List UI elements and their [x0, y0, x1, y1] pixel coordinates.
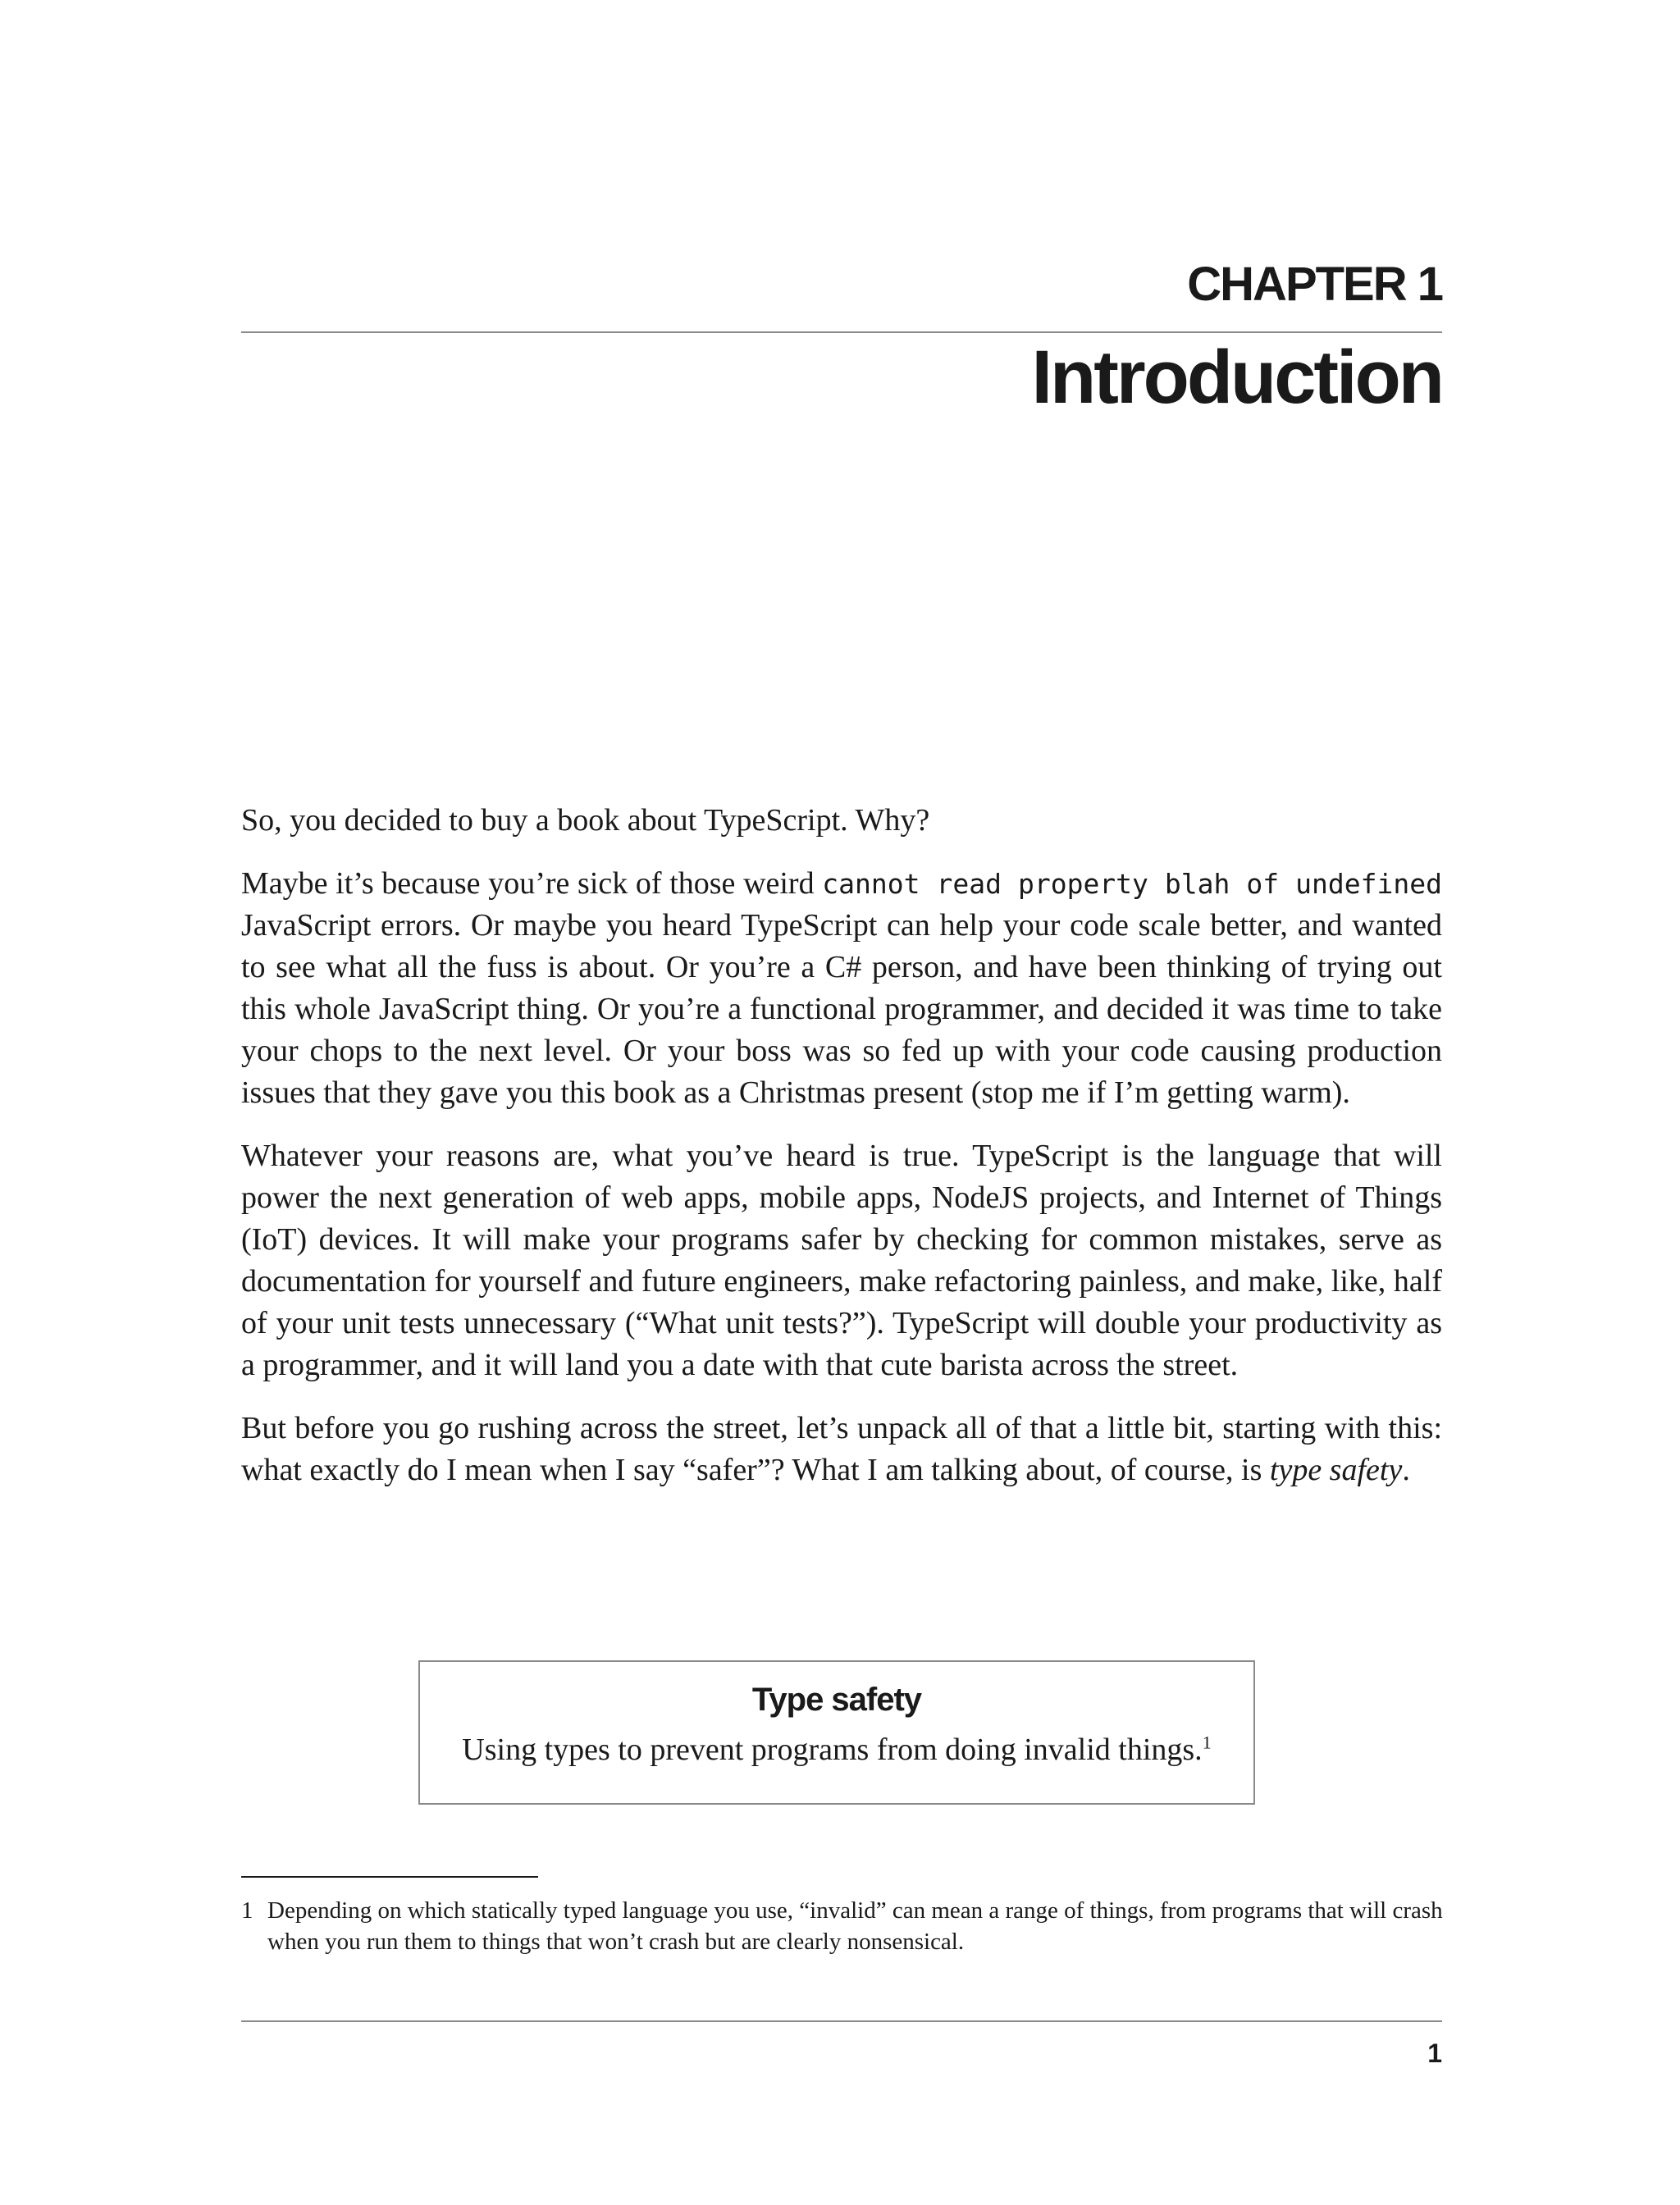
footnote-number: 1	[241, 1897, 253, 1924]
chapter-label: CHAPTER 1	[1187, 258, 1442, 311]
paragraph-2	[241, 863, 1442, 1114]
paragraph-2-text-start: Maybe it’s because you’re sick of those weird	[241, 866, 823, 901]
footnote-divider	[241, 1876, 538, 1878]
footnote-text: Depending on which statically typed language you use, “invalid” can mean a range of things, from programs that will crash when you run them to things that won’t crash but are clearly nonsensical.	[267, 1897, 1443, 1955]
page-number: 1	[1427, 2038, 1442, 2068]
footnote-reference[interactable]: 1	[1202, 1732, 1212, 1753]
emphasis-term: type safety	[1269, 1453, 1403, 1487]
paragraph-4	[241, 1408, 1442, 1491]
definition-body	[420, 1731, 1253, 1770]
paragraph-4-text-start: But before you go rushing across the street, let’s unpack all of that a little bit, starting with this: what exactly do I mean when I say “safer”? What I am talking about, of course, is	[241, 1411, 1442, 1487]
body-text	[241, 800, 1442, 1513]
paragraph-2-text-end: JavaScript errors. Or maybe you heard TypeScript can help your code scale better, and wanted to see what all the fuss is about. Or you’re a C# person, and have been thinking of trying out this whole JavaScript thing. Or you’re a functional programmer, and decided it was time to take your chops to the next level. Or your boss was so fed up with your code causing production issues that they gave you this book as a Christmas present (stop me if I’m getting warm).	[241, 908, 1442, 1110]
definition-title: Type safety	[751, 1682, 922, 1718]
chapter-title: Introduction	[1031, 336, 1442, 419]
definition-box	[418, 1660, 1255, 1805]
inline-code: cannot read property blah of undefined	[822, 868, 1442, 900]
paragraph-3: Whatever your reasons are, what you’ve heard is true. TypeScript is the language that will power the next generation of web apps, mobile apps, NodeJS projects, and Internet of Things (IoT) devices. It will make your programs safer by checking for common mistakes, serve as documentation for yourself and future engineers, make refactoring painless, and make, like, half of your unit tests unnecessary (“What unit tests?”). TypeScript will double your productivity as a programmer, and it will land you a date with that cute barista across the street.	[241, 1139, 1442, 1382]
chapter-divider	[241, 331, 1442, 333]
paragraph-1: So, you decided to buy a book about TypeScript. Why?	[241, 803, 930, 838]
paragraph-4-text-end: .	[1402, 1453, 1410, 1487]
footer-divider	[241, 2020, 1442, 2022]
definition-text: Using types to prevent programs from doing invalid things.	[462, 1732, 1203, 1767]
footnote	[241, 1895, 1447, 1957]
